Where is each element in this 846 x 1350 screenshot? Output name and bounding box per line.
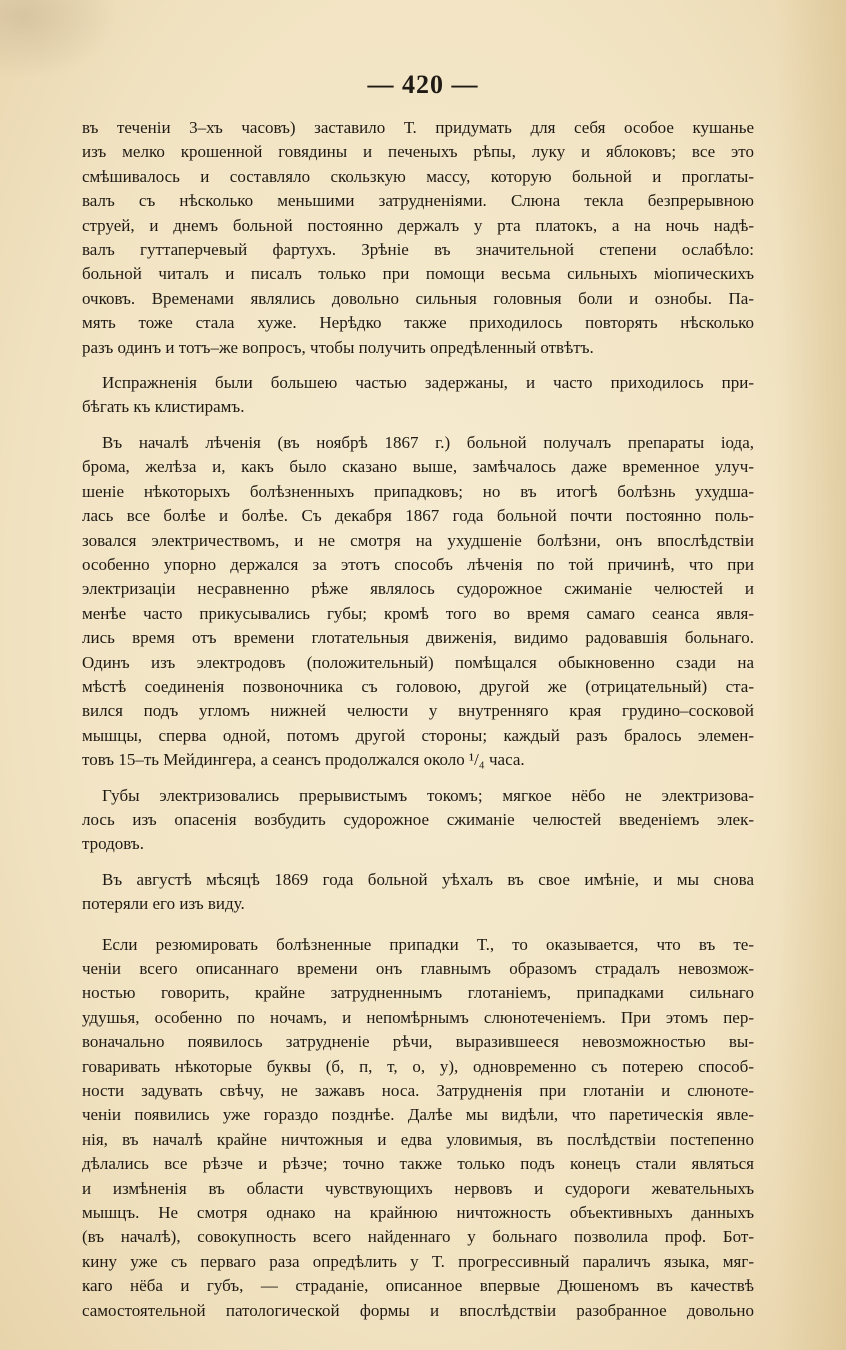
text-line: больной читалъ и писалъ только при помощи весьма сильныхъ міопическихъ: [82, 264, 754, 284]
text-line: электризаціи несравненно рѣже являлось судорожное сжиманіе челюстей и: [82, 579, 754, 599]
text-line: товъ 15–ть Мейдингера, а сеансъ продолжался около ¹/₄ часа.: [82, 750, 525, 770]
text-line: смѣшивалось и составляло скользкую массу, которую больной и проглаты-: [82, 166, 754, 186]
text-line: изъ мелко крошенной говядины и печеныхъ рѣпы, луку и яблоковъ; все это: [82, 142, 754, 162]
text-line: лись время отъ времени глотательныя движенія, видимо радовавшія больнаго.: [82, 628, 754, 648]
text-line: ностью говорить, крайне затрудненнымъ глотаніемъ, припадками сильнаго: [82, 983, 754, 1003]
text-line: вился подъ угломъ нижней челюсти у внутренняго края грудино–сосковой: [82, 701, 754, 721]
text-line: тродовъ.: [82, 834, 144, 854]
text-line: мять тоже стала хуже. Нерѣдко также приходилось повторять нѣсколько: [82, 313, 754, 333]
text-line: ченіи всего описаннаго времени онъ главнымъ образомъ страдалъ невозмож-: [82, 959, 754, 978]
text-line: говаривать нѣкоторые буквы (б, п, т, о, у), одновременно съ потерею способ-: [82, 1056, 754, 1076]
paragraph: [82, 371, 754, 420]
text-line: Губы электризовались прерывистымъ токомъ; мягкое нёбо не электризова-: [102, 785, 754, 805]
paragraph: [82, 431, 754, 773]
text-line: нія, въ началѣ крайне ничтожныя и едва уловимыя, въ послѣдствіи постепенно: [82, 1129, 754, 1149]
text-line: мышцъ. Не смотря однако на крайнюю ничтожность объективныхъ данныхъ: [82, 1203, 754, 1223]
text-line: брома, желѣза и, какъ было сказано выше, замѣчалось даже временное улуч-: [82, 457, 754, 477]
text-line: въ теченіи 3–хъ часовъ) заставило Т. придумать для себя особое кушанье: [82, 118, 754, 137]
paper-stain: [0, 0, 120, 80]
text-line: удушья, особенно по ночамъ, и непомѣрнымъ слюнотеченіемъ. При этомъ пер-: [82, 1007, 754, 1027]
text-line: кину уже съ перваго раза опредѣлить у Т. прогрессивный параличъ языка, мяг-: [82, 1251, 754, 1271]
text-line: самостоятельной патологической формы и впослѣдствіи разобранное довольно: [82, 1300, 754, 1320]
text-line: мышцы, сперва одной, потомъ другой стороны; каждый разъ бралось элемен-: [82, 725, 754, 745]
paragraph: [82, 784, 754, 857]
paragraph: [82, 933, 754, 1324]
text-line: валъ съ нѣсколько меньшими затрудненіями. Слюна текла безпрерывною: [82, 191, 754, 211]
text-line: ченіи появились уже гораздо позднѣе. Далѣе мы видѣли, что паретическія явле-: [82, 1105, 754, 1125]
text-line: потеряли его изъ виду.: [82, 894, 245, 914]
text-line: лась все болѣе и болѣе. Съ декабря 1867 года больной почти постоянно поль-: [82, 506, 754, 526]
paragraph: [82, 868, 754, 917]
paragraph: [82, 116, 754, 360]
text-line: Въ началѣ лѣченія (въ ноябрѣ 1867 г.) больной получалъ препараты іода,: [102, 432, 754, 452]
text-line: Если резюмировать болѣзненные припадки Т., то оказывается, что въ те-: [102, 934, 754, 954]
text-line: Испражненія были большею частью задержаны, и часто приходилось при-: [102, 373, 754, 393]
text-line: дѣлались все рѣзче и рѣзче; точно также только подъ конецъ стали являться: [82, 1154, 754, 1174]
text-line: очковъ. Временами являлись довольно сильныя головныя боли и ознобы. Па-: [82, 288, 754, 308]
body-text: [82, 116, 754, 1323]
text-line: особенно упорно держался за этотъ способъ лѣченія по той причинѣ, что при: [82, 554, 754, 574]
text-line: шеніе нѣкоторыхъ болѣзненныхъ припадковъ; но въ итогѣ болѣзнь ухудша-: [82, 481, 754, 501]
text-line: мѣстѣ соединенія позвоночника съ головою, другой же (отрицательный) ста-: [82, 676, 754, 696]
text-line: Одинъ изъ электродовъ (положительный) помѣщался обыкновенно сзади на: [82, 652, 754, 672]
text-line: менѣе часто прикусывались губы; кромѣ того во время самаго сеанса явля-: [82, 603, 754, 623]
text-line: каго нёба и губъ, — страданіе, описанное впервые Дюшеномъ въ качествѣ: [82, 1276, 754, 1296]
text-line: ности задувать свѣчу, не зажавъ носа. Затрудненія при глотаніи и слюноте-: [82, 1081, 754, 1101]
text-line: бѣгать къ клистирамъ.: [82, 397, 245, 417]
text-line: и измѣненія въ области чувствующихъ нервовъ и судороги жевательныхъ: [82, 1178, 754, 1198]
page-edge-shading: [776, 0, 846, 1350]
text-line: валъ гуттаперчевый фартухъ. Зрѣніе въ значительной степени ослабѣло:: [82, 240, 754, 260]
text-line: зовался электричествомъ, и не смотря на ухудшеніе болѣзни, онъ впослѣдствіи: [82, 530, 754, 550]
page-number: — 420 —: [367, 70, 479, 99]
text-line: воначально появилось затрудненіе рѣчи, выразившееся невозможностью вы-: [82, 1032, 754, 1052]
text-line: лось изъ опасенія возбудить судорожное сжиманіе челюстей введеніемъ элек-: [82, 809, 754, 829]
text-line: Въ августѣ мѣсяцѣ 1869 года больной уѣхалъ въ свое имѣніе, и мы снова: [102, 869, 754, 889]
text-line: струей, и днемъ больной постоянно держалъ у рта платокъ, а на ночь надѣ-: [82, 215, 754, 235]
text-line: (въ началѣ), совокупность всего найденнаго у больнаго позволила проф. Бот-: [82, 1227, 754, 1247]
text-line: разъ одинъ и тотъ–же вопросъ, чтобы получить опредѣленный отвѣтъ.: [82, 337, 594, 357]
